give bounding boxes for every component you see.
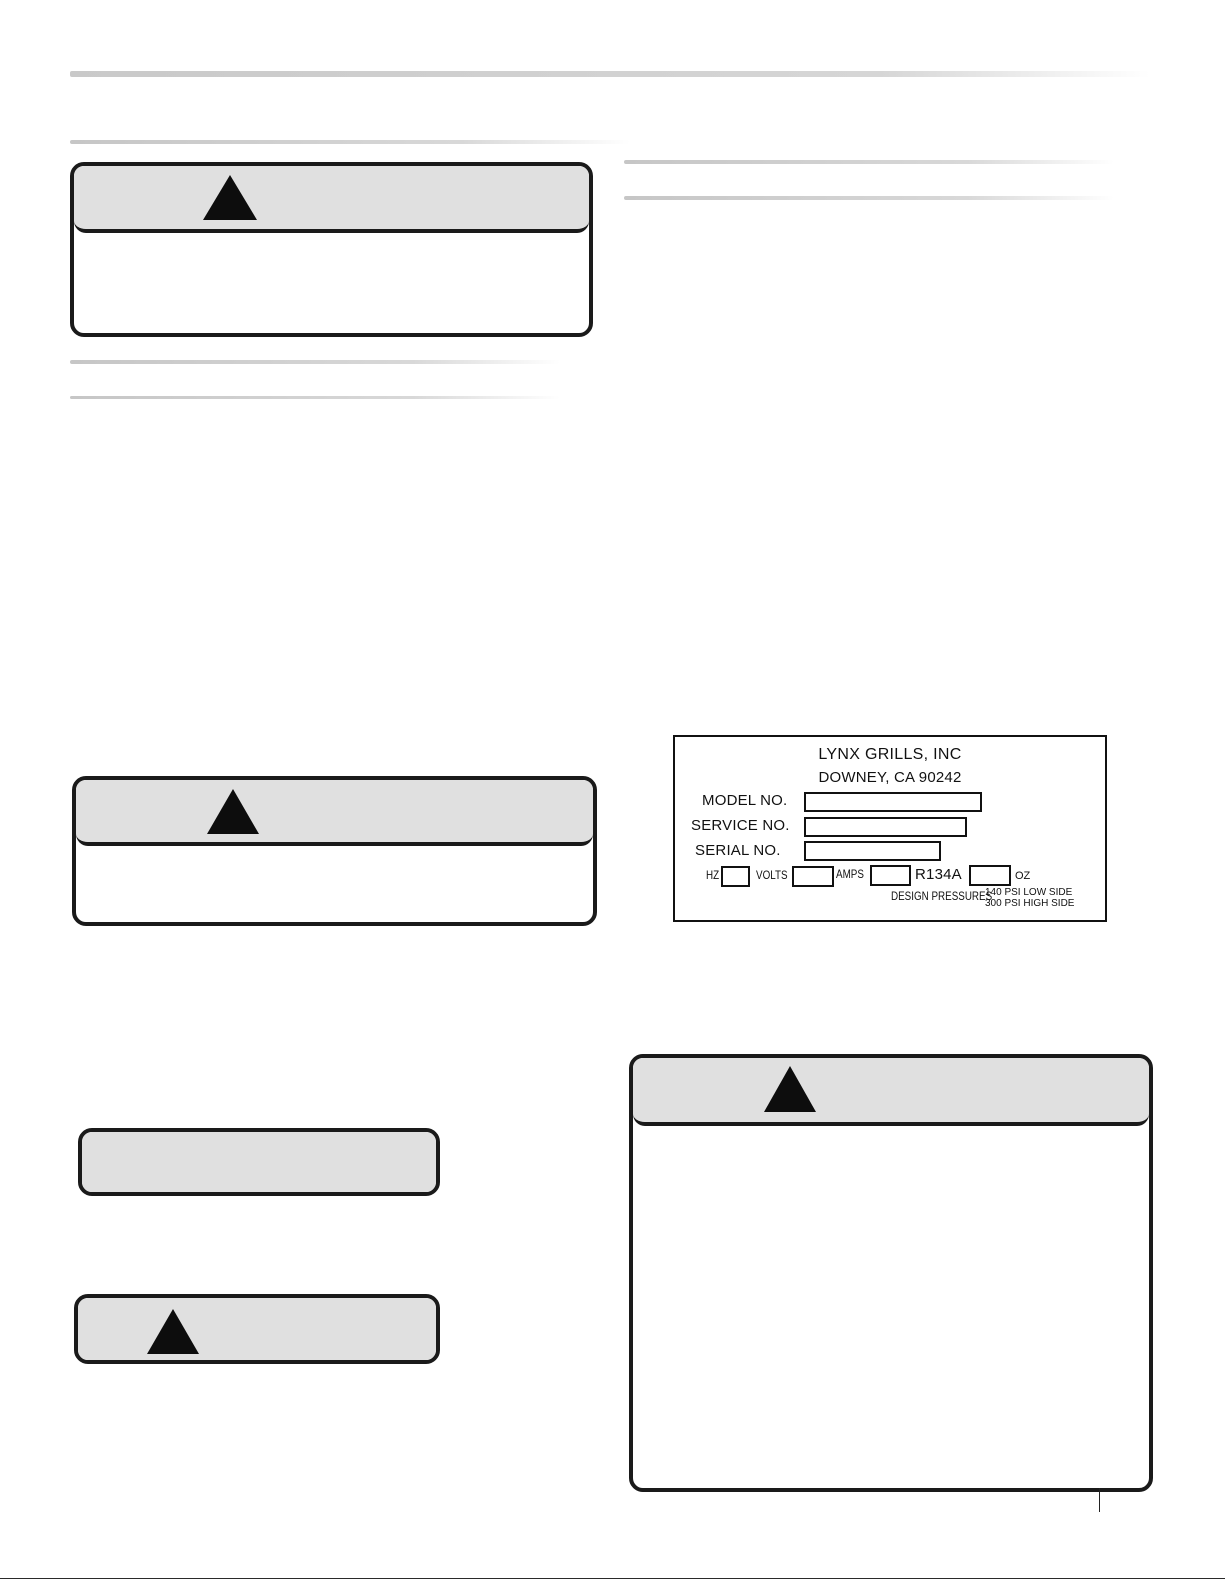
warning-header xyxy=(74,166,589,233)
refrigerant-field xyxy=(969,865,1011,886)
hz-field xyxy=(721,866,750,887)
header-rule xyxy=(70,71,1150,77)
warning-header xyxy=(76,780,593,846)
warning-box xyxy=(70,162,593,337)
section-rule xyxy=(70,140,630,144)
serial-label: SERIAL NO. xyxy=(695,842,781,859)
nameplate-address: DOWNEY, CA 90242 xyxy=(818,769,962,786)
section-rule xyxy=(624,196,1114,200)
high-side-pressure: 300 PSI HIGH SIDE xyxy=(985,898,1075,909)
warning-triangle-icon xyxy=(764,1066,816,1112)
caution-header xyxy=(78,1298,436,1360)
amps-label: AMPS xyxy=(836,867,864,881)
section-rule xyxy=(624,160,1114,164)
service-label: SERVICE NO. xyxy=(691,817,790,834)
volts-field xyxy=(792,866,834,887)
notice-header xyxy=(82,1132,436,1192)
warning-box xyxy=(629,1054,1153,1492)
warning-triangle-icon xyxy=(207,789,259,834)
page-number-divider xyxy=(1099,1488,1100,1512)
page-bottom-edge xyxy=(0,1578,1225,1579)
caution-box xyxy=(74,1294,440,1364)
section-rule xyxy=(70,360,560,364)
warning-box xyxy=(72,776,597,926)
oz-label: OZ xyxy=(1015,870,1031,882)
warning-header xyxy=(633,1058,1149,1126)
model-label: MODEL NO. xyxy=(702,792,788,809)
warning-triangle-icon xyxy=(203,175,257,220)
amps-field xyxy=(870,865,911,886)
service-field xyxy=(804,817,967,837)
warning-triangle-icon xyxy=(147,1309,199,1354)
nameplate-company: LYNX GRILLS, INC xyxy=(818,746,962,763)
serial-nameplate xyxy=(673,735,1107,922)
volts-label: VOLTS xyxy=(756,868,788,882)
refrigerant-label: R134A xyxy=(915,866,962,883)
hz-label: HZ xyxy=(706,868,720,882)
notice-box xyxy=(78,1128,440,1196)
design-pressures-label: DESIGN PRESSURES xyxy=(891,889,993,903)
low-side-pressure: 140 PSI LOW SIDE xyxy=(985,887,1073,898)
serial-field xyxy=(804,841,941,861)
section-rule xyxy=(70,396,560,399)
model-field xyxy=(804,792,982,812)
